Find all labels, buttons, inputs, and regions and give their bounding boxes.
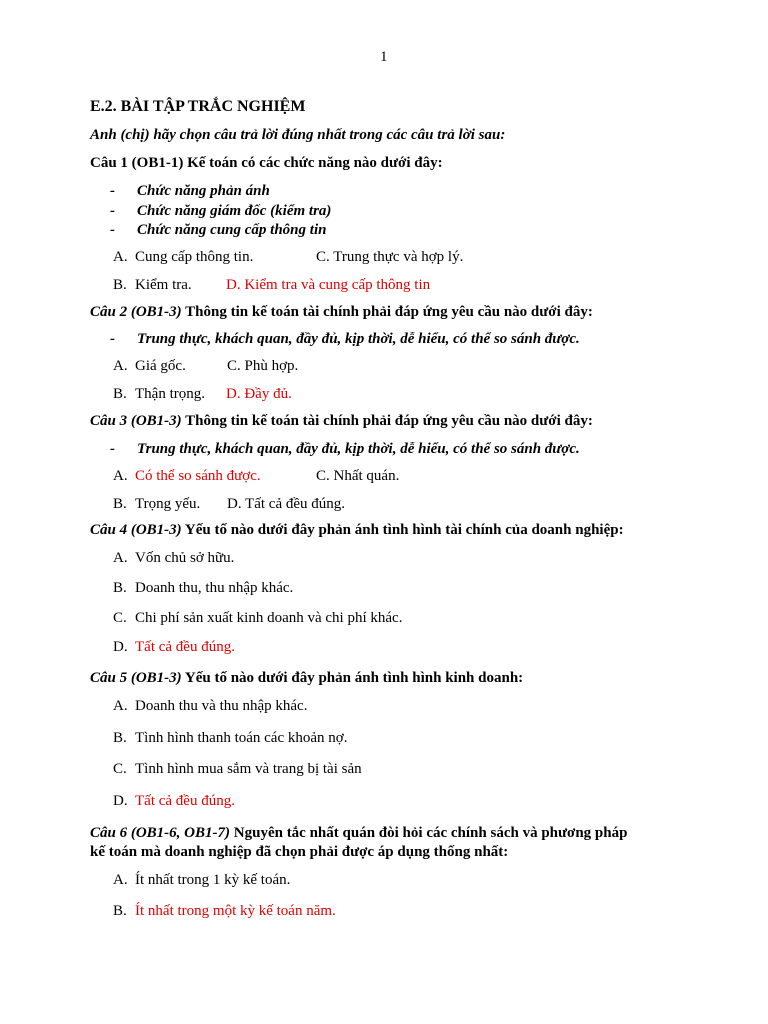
question-2-option-b: B. Thận trọng. xyxy=(113,386,205,402)
question-1-option-a: A. Cung cấp thông tin. xyxy=(113,249,254,265)
question-6-text-line-2: kế toán mà doanh nghiệp đã chọn phải được áp dụng thống nhất: xyxy=(90,844,509,860)
question-5-option-d: D. Tất cả đều đúng. xyxy=(113,793,235,809)
question-1-text: Kế toán có các chức năng nào dưới đây: xyxy=(183,155,443,171)
question-3-prefix: Câu 3 (OB1-3) xyxy=(90,413,182,429)
question-1-prefix: Câu 1 (OB1-1) xyxy=(90,155,184,171)
instruction: Anh (chị) hãy chọn câu trả lời đúng nhất trong các câu trả lời sau: xyxy=(90,127,506,143)
question-2-option-d-correct: D. Đầy đủ. xyxy=(226,386,292,402)
question-4-option-d: D. Tất cả đều đúng. xyxy=(113,639,235,655)
question-6-text-line-1: Nguyên tắc nhất quán đòi hỏi các chính sách và phương pháp xyxy=(230,825,628,841)
question-4-option-a: A. Vốn chủ sở hữu. xyxy=(113,550,235,566)
question-1-bullet-2: - Chức năng giám đốc (kiểm tra) xyxy=(110,203,332,219)
question-5-option-a: A. Doanh thu và thu nhập khác. xyxy=(113,698,308,714)
question-5-option-c: C. Tình hình mua sắm và trang bị tài sản xyxy=(113,761,362,777)
question-3-option-d: D. Tất cả đều đúng. xyxy=(227,496,346,512)
question-3-bullet: - Trung thực, khách quan, đầy đủ, kịp thời, dễ hiểu, có thể so sánh được. xyxy=(110,441,580,457)
question-1-bullet-3: - Chức năng cung cấp thông tin xyxy=(110,222,327,238)
question-6-option-b: B. Ít nhất trong một kỳ kế toán năm. xyxy=(113,903,336,919)
question-6 xyxy=(90,824,627,842)
question-2-option-c: C. Phù hợp. xyxy=(227,358,299,374)
page-number: 1 xyxy=(380,49,388,65)
question-4-prefix: Câu 4 (OB1-3) xyxy=(90,522,182,538)
question-6-option-a: A. Ít nhất trong 1 kỳ kế toán. xyxy=(113,872,291,888)
question-3 xyxy=(90,412,593,430)
question-1-option-b: B. Kiểm tra. xyxy=(113,277,192,293)
question-1 xyxy=(90,154,443,172)
question-3-option-b: B. Trọng yếu. xyxy=(113,496,201,512)
question-3-option-a-correct: Có thể so sánh được. xyxy=(135,468,261,484)
question-2 xyxy=(90,303,593,321)
question-2-text: Thông tin kế toán tài chính phải đáp ứng yêu cầu nào dưới đây: xyxy=(181,304,593,320)
question-3-text: Thông tin kế toán tài chính phải đáp ứng yêu cầu nào dưới đây: xyxy=(181,413,593,429)
question-1-option-c: C. Trung thực và hợp lý. xyxy=(316,249,464,265)
question-4-option-d-correct: Tất cả đều đúng. xyxy=(135,639,235,655)
question-6-prefix: Câu 6 (OB1-6, OB1-7) xyxy=(90,825,231,841)
question-2-prefix: Câu 2 (OB1-3) xyxy=(90,304,182,320)
question-2-bullet: - Trung thực, khách quan, đầy đủ, kịp thời, dễ hiểu, có thể so sánh được. xyxy=(110,331,580,347)
question-5 xyxy=(90,669,523,687)
question-4-text: Yếu tố nào dưới đây phản ánh tình hình tài chính của doanh nghiệp: xyxy=(181,522,624,538)
question-2-option-a: A. Giá gốc. xyxy=(113,358,186,374)
question-1-bullet-1: - Chức năng phản ánh xyxy=(110,183,270,199)
question-5-option-d-correct: Tất cả đều đúng. xyxy=(135,793,235,809)
question-5-prefix: Câu 5 (OB1-3) xyxy=(90,670,182,686)
question-3-option-c: C. Nhất quán. xyxy=(316,468,400,484)
question-5-text: Yếu tố nào dưới đây phản ánh tình hình kinh doanh: xyxy=(181,670,524,686)
question-4-option-b: B. Doanh thu, thu nhập khác. xyxy=(113,580,294,596)
question-3-option-a: A. Có thể so sánh được. xyxy=(113,468,261,484)
question-4 xyxy=(90,521,624,539)
question-6-option-b-correct: Ít nhất trong một kỳ kế toán năm. xyxy=(135,903,336,919)
question-5-option-b: B. Tình hình thanh toán các khoản nợ. xyxy=(113,730,348,746)
question-4-option-c: C. Chi phí sản xuất kinh doanh và chi phí khác. xyxy=(113,610,403,626)
section-title: E.2. BÀI TẬP TRẮC NGHIỆM xyxy=(90,98,306,115)
question-1-option-d-correct: D. Kiểm tra và cung cấp thông tin xyxy=(226,277,431,293)
